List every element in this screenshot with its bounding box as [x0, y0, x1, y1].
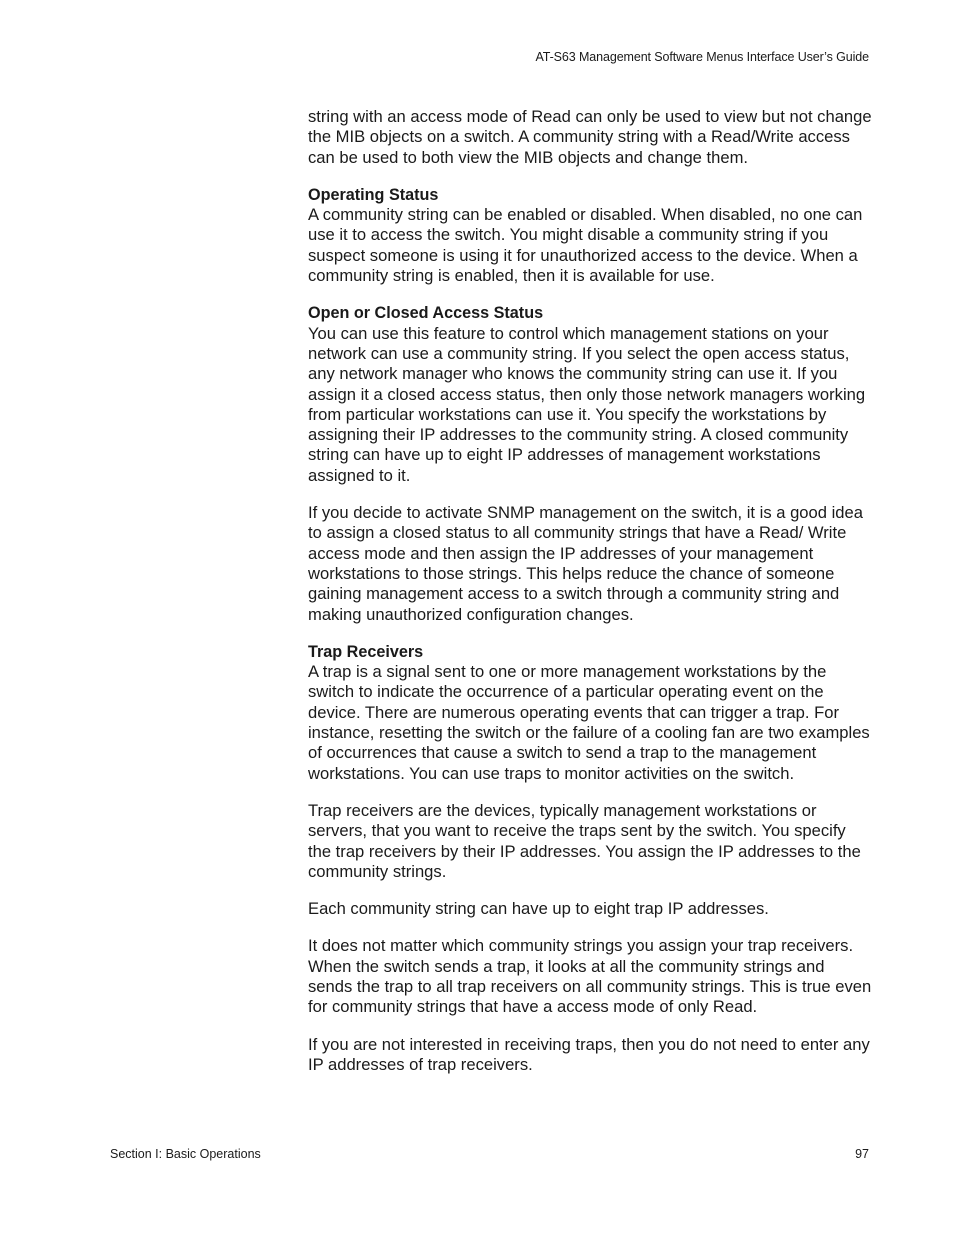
- page-body: [308, 107, 873, 1092]
- trap-receivers-paragraph-4: It does not matter which community strings you assign your trap receivers. When the switch sends a trap, it looks at all the community strings and sends the trap to all trap receivers on all community strings. This is true even for community strings that have a access mode of only Read.: [308, 936, 872, 1017]
- page-number: 97: [855, 1147, 869, 1161]
- trap-receivers-paragraph-5: If you are not interested in receiving traps, then you do not need to enter any IP addresses of trap receivers.: [308, 1034, 870, 1074]
- operating-status-heading: Operating Status: [308, 185, 439, 204]
- open-closed-section: [308, 303, 873, 624]
- intro-paragraph: string with an access mode of Read can only be used to view but not change the MIB objects on a switch. A community string with a Read/Write access can be used to both view the MIB objects and change them.: [308, 107, 872, 167]
- operating-status-section: [308, 185, 873, 286]
- trap-receivers-paragraph: A trap is a signal sent to one or more management workstations by the switch to indicate the occurrence of a particular operating event on the device. There are numerous operating events that can trigger a trap. For instance, resetting the switch or the failure of a cooling fan are two examples of occurrences that cause a switch to send a trap to the management workstations. You can use traps to monitor activities on the switch.: [308, 662, 870, 783]
- footer-section-label: Section I: Basic Operations: [110, 1147, 261, 1161]
- trap-receivers-heading: Trap Receivers: [308, 642, 424, 661]
- open-closed-paragraph: You can use this feature to control which management stations on your network can use a community string. If you select the open access status, any network manager who knows the community string can use it. If you assign it a closed access status, then only those network managers working from particular workstations can use it. You specify the workstations by assigning their IP addresses to the community string. A closed community string can have up to eight IP addresses of management workstations assigned to it.: [308, 323, 866, 485]
- trap-receivers-section: [308, 642, 873, 1075]
- operating-status-paragraph: A community string can be enabled or disabled. When disabled, no one can use it to access the switch. You might disable a community string if you suspect someone is using it for unauthorized access to the device. When a community string is enabled, then it is available for use.: [308, 205, 863, 286]
- trap-receivers-paragraph-3: Each community string can have up to eight trap IP addresses.: [308, 899, 769, 919]
- running-header: AT-S63 Management Software Menus Interface User’s Guide: [535, 50, 869, 64]
- open-closed-paragraph-2: If you decide to activate SNMP management on the switch, it is a good idea to assign a closed status to all community strings that have a Read/ Write access mode and then assign the IP addresses of your management workstations to those strings. This helps reduce the chance of someone gaining management access to a switch through a community string and making unauthorized configuration changes.: [308, 503, 863, 624]
- open-closed-heading: Open or Closed Access Status: [308, 304, 544, 323]
- trap-receivers-paragraph-2: Trap receivers are the devices, typically management workstations or servers, that you want to receive the traps sent by the switch. You specify the trap receivers by their IP addresses. You assign the IP addresses to the community strings.: [308, 800, 861, 881]
